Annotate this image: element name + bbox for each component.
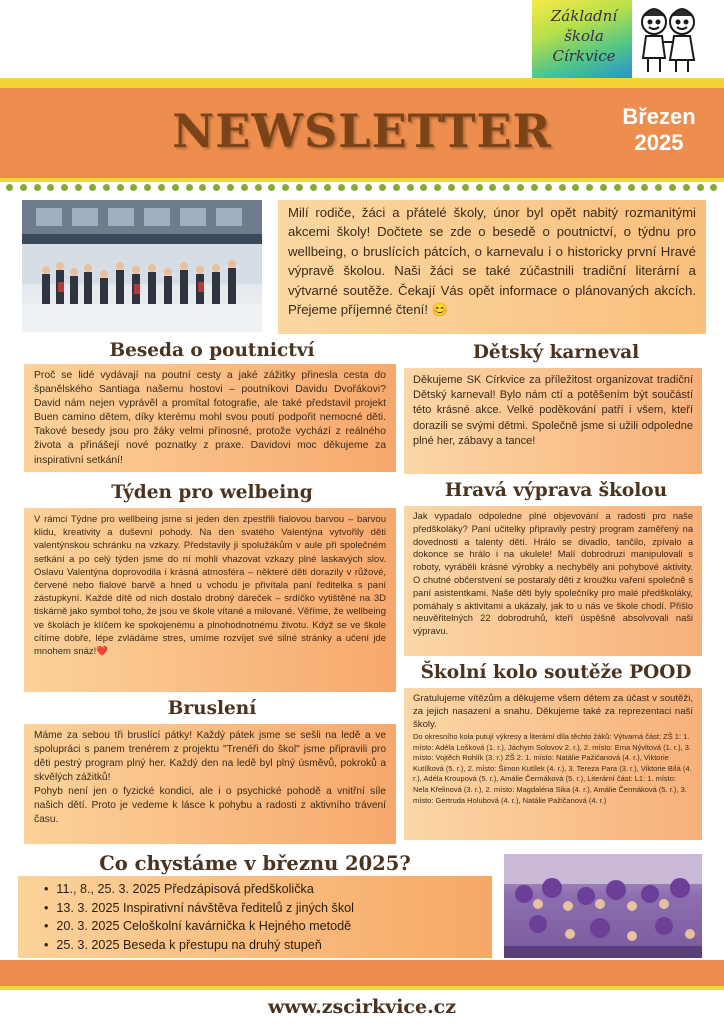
divider-dot — [655, 184, 662, 191]
divider-dot — [365, 184, 372, 191]
logo-line-2: škola — [564, 27, 604, 45]
section-text-wellbeing: V rámci Týdne pro wellbeing jsme si jeden den zpestřili fialovou barvou – barvou klidu, kreativity a duševní pohody. Na den svatého Valentýna vytvořily děti valentýnskou schránku na vzkazy. Představily ji spolužákům v aule při společném setkání a po celý týden jsme do ní mohli vhazovat vzkazy plné laskavých slov. Oslavu Valentýna doprovodila i krásná atmosféra – některé děti dorazily v růžové, červené nebo fialové barvě a hned u vchodu je přivítala paní ředitelka s paní zástupkyní. Každé dítě od nich dostalo drobný dáreček – srdíčko vytištěné na 3D tiskárně jako symbol toho, že jsou ve škole vítané a milované. Věříme, že wellbeing ve školách je klíčem ke spokojenému a plnohodnotnému životu. Když se ve škole cítíme dobře, lépe zvládáme stres, umíme rozvíjet své silné stránky a učení jde mnohem snáz!❤️ — [34, 514, 386, 658]
divider-dot — [89, 184, 96, 191]
section-box-wellbeing — [24, 508, 396, 692]
intro-text: Milí rodiče, žáci a přátelé školy, únor byl opět nabitý rozmanitými akcemi školy! Dočtete se zde o besedě o poutnictví, o týdnu pro wellbeing, o bruslících pátcích, o karnevalu i o historicky první Hravé výpravě školou. Naši žáci se také zúčastnili tradiční literární a výtvarné soutěže. Čekají Vás opět informace o plánovaných akcích. Přejeme příjemné čtení! 😊 — [288, 205, 696, 318]
divider-dot — [34, 184, 41, 191]
divider-dot — [130, 184, 137, 191]
divider-dot — [448, 184, 455, 191]
divider-dot — [158, 184, 165, 191]
divider-dot — [434, 184, 441, 191]
section-box-skating — [24, 724, 396, 844]
section-title-contest: Školní kolo soutěže POOD — [420, 662, 692, 683]
divider-dot — [6, 184, 13, 191]
agenda-list — [30, 880, 480, 954]
agenda-item: • 25. 3. 2025 Beseda k přestupu na druhý stupeň — [30, 936, 480, 955]
intro-box — [278, 200, 706, 334]
class-photo — [504, 854, 702, 958]
website-link[interactable]: www.zscirkvice.cz — [267, 996, 457, 1018]
divider-dot — [47, 184, 54, 191]
divider-dot — [683, 184, 690, 191]
divider-dot — [669, 184, 676, 191]
top-yellow-strip — [0, 78, 724, 88]
divider-dot — [324, 184, 331, 191]
divider-dot — [103, 184, 110, 191]
bottom-band — [0, 960, 724, 986]
section-title-carnival: Dětský karneval — [472, 342, 640, 363]
divider-dot — [393, 184, 400, 191]
divider-dot — [227, 184, 234, 191]
divider-dot — [117, 184, 124, 191]
section-text-carnival: Děkujeme SK Církvice za příležitost organizovat tradiční Dětský karneval! Bylo nám ctí a potěšením být součástí této krásné akce. Velké poděkování patří i všem, kteří dorazili se svými dětmi. Společně jsme si užili odpoledne plné her, zábavy a tance! — [413, 374, 693, 447]
newsletter-title: NEWSLETTER — [172, 104, 552, 158]
kids-drawing-icon — [636, 4, 700, 76]
logo-line-1: Základní — [550, 7, 618, 25]
section-text-contest-intro: Gratulujeme vítězům a děkujeme všem dětem za účast v soutěži, za jejich nasazení a snahu. Děkujeme také za reprezentaci naší školy. — [413, 693, 693, 730]
divider-dot — [503, 184, 510, 191]
divider-dot — [282, 184, 289, 191]
section-title-skating: Bruslení — [167, 698, 257, 719]
divider-dot — [379, 184, 386, 191]
divider-dot — [420, 184, 427, 191]
divider-dot — [531, 184, 538, 191]
divider-dot — [296, 184, 303, 191]
divider-dot — [489, 184, 496, 191]
agenda-item: • 20. 3. 2025 Celoškolní kavárnička k Hejného metodě — [30, 917, 480, 936]
divider-dot — [186, 184, 193, 191]
divider-dot — [710, 184, 717, 191]
divider-dot — [476, 184, 483, 191]
divider-dot — [199, 184, 206, 191]
section-box-carnival — [404, 368, 702, 474]
issue-year: 2025 — [634, 130, 684, 155]
agenda-title: Co chystáme v březnu 2025? — [99, 852, 411, 875]
section-title-pilgrimage: Beseda o poutnictví — [109, 340, 315, 361]
divider-dot — [572, 184, 579, 191]
divider-dot — [407, 184, 414, 191]
section-title-trip: Hravá výprava školou — [444, 480, 668, 501]
divider-dot — [144, 184, 151, 191]
divider-dot — [241, 184, 248, 191]
school-logo — [532, 0, 702, 78]
divider-dot — [338, 184, 345, 191]
divider-dot — [20, 184, 27, 191]
divider-dot — [268, 184, 275, 191]
section-box-contest — [404, 688, 702, 840]
divider-dot — [255, 184, 262, 191]
divider-dot — [61, 184, 68, 191]
divider-dot — [586, 184, 593, 191]
divider-dot — [75, 184, 82, 191]
section-box-trip — [404, 506, 702, 656]
logo-line-3: Církvice — [552, 47, 616, 65]
divider-dot — [600, 184, 607, 191]
section-title-wellbeing: Týden pro welbeing — [111, 482, 313, 503]
divider-dot — [351, 184, 358, 191]
divider-dot — [213, 184, 220, 191]
divider-dot — [559, 184, 566, 191]
divider-dot — [628, 184, 635, 191]
divider-dot — [697, 184, 704, 191]
dotted-divider — [6, 184, 718, 192]
divider-dot — [172, 184, 179, 191]
agenda-box — [18, 876, 492, 958]
divider-dot — [310, 184, 317, 191]
issue-month: Březen — [622, 104, 696, 129]
divider-dot — [641, 184, 648, 191]
section-text-trip: Jak vypadalo odpoledne plné objevování a radosti pro naše předškoláky? Paní učitelky připravily pestrý program zaměřený na dovednosti a talenty dětí. Hrálo se divadlo, tančilo, zpívalo a dokonce se hrálo i na ukulele! Malí dobrodruzi manipulovali s roboty, vyráběli krásné výrobky a nechyběly ani pohybové aktivity. O chutné občerstvení se postaraly děti z kroužku vaření společně s paní asistentkami. Naše děti byly společníky pro malé předškoláky, pomáhaly s aktivitami a ukázaly, jak to u nás ve škole chodí. Přišlo neuvěřitelných 22 dobrodruhů, kteří úspěšně absolvovali naši výpravu. — [413, 511, 693, 637]
logo-text — [538, 6, 630, 66]
bottom-yellow-strip — [0, 986, 724, 990]
divider-dot — [517, 184, 524, 191]
header-bottom-strip — [0, 178, 724, 182]
section-box-pilgrimage — [24, 364, 396, 472]
divider-dot — [614, 184, 621, 191]
divider-dot — [545, 184, 552, 191]
section-text-skating-2: Pohyb není jen o fyzické kondici, ale i o psychické pohodě a vnitřní síle našich dětí. Proto je vedeme k lásce k pohybu a radosti z aktivního trávení času. — [34, 786, 386, 825]
section-text-contest-details: Do okresního kola putují výkresy a literární díla těchto žáků: Výtvarná část: ZŠ 1: 1. místo: Adéla Lošková (1. r.), Jáchym Solovov 2. r.), 2. místo: Ema Nývltová (1. r.), 3. místo: Vojtěch Rohlík (3. r.) ZŠ 2: 1. místo: Natálie Pažičanová (4. r.), Viktorie Kutílková (5. r.), 2. místo: Šimon Kutílek (4. r.), 3. Tereza Para (3. r.), Viktorie Bílá (4. r.), Adéla Kroupová (5. r.), Amálie Čermáková (5. r.), Literární část: L1: 1. místo: Nela Křelinová (3. r.), 2. místo: Magdaléna Sika (4. r.), Amálie Čermáková (5. r.), 3. místo: Gertruda Holubová (4. r.), Natálie Pažičanová (4. r.) — [413, 732, 692, 805]
agenda-item: • 13. 3. 2025 Inspirativní návštěva ředitelů z jiných škol — [30, 899, 480, 918]
ice-rink-photo — [22, 200, 262, 332]
section-text-pilgrimage: Proč se lidé vydávají na poutní cesty a jaké zážitky přinesla cesta do španělského Santiaga našemu hostovi – poutníkovi Davidu Dvořákovi? David nám nejen vyprávěl a promítal fotografie, ale také představil projekt Buen camino dětem, díky kterému mohl svou poutí podpořit nemocné děti. Takové besedy jsou pro žáky velmi přínosné, protože vychází z reálného života a přinášejí nové poznatky z praxe. Davidovi moc děkujeme za inspirativní setkání! — [34, 370, 386, 466]
agenda-item: • 11., 8., 25. 3. 2025 Předzápisová předškolička — [30, 880, 480, 899]
section-text-skating-1: Máme za sebou tři bruslící pátky! Každý pátek jsme se sešli na ledě a ve spolupráci s panem trenérem z projektu "Trenéři do škol" jsme připravili pro děti pestrý program plný her. Každý den na ledě byl plný úsměvů, pokroků a skvělých zážitků! — [34, 730, 386, 783]
divider-dot — [462, 184, 469, 191]
